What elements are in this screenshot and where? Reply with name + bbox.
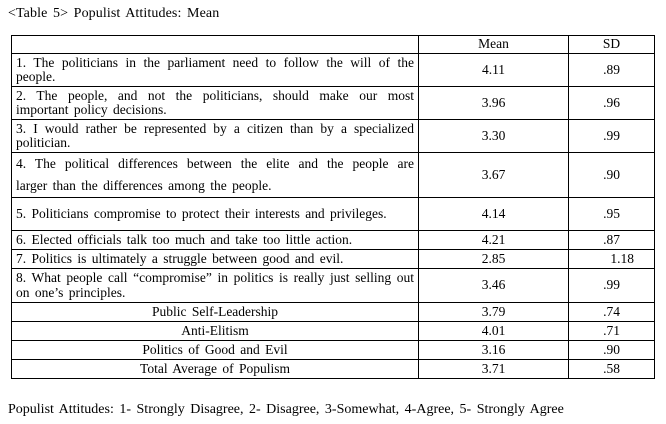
row-mean: 3.79	[419, 303, 569, 322]
row-label: 6. Elected officials talk too much and take too little action.	[12, 231, 419, 250]
row-mean: 3.67	[419, 153, 569, 198]
table-caption: <Table 5> Populist Attitudes: Mean	[8, 6, 220, 21]
table-row	[12, 120, 655, 153]
row-sd: .58	[569, 360, 655, 379]
row-sd: .95	[569, 198, 655, 231]
populist-attitudes-table	[11, 35, 655, 379]
row-mean: 4.11	[419, 54, 569, 87]
row-sd: .89	[569, 54, 655, 87]
row-label: 1. The politicians in the parliament need to follow the will of the people.	[12, 54, 419, 87]
row-mean: 3.16	[419, 341, 569, 360]
row-label: 8. What people call “compromise” in politics is really just selling out on one’s principles.	[12, 269, 419, 303]
row-label: 7. Politics is ultimately a struggle between good and evil.	[12, 250, 419, 269]
row-sd: .87	[569, 231, 655, 250]
table-row	[12, 269, 655, 303]
row-sd: .90	[569, 153, 655, 198]
scale-footnote: Populist Attitudes: 1- Strongly Disagree, 2- Disagree, 3-Somewhat, 4-Agree, 5- Strongly Agree	[8, 402, 564, 417]
row-mean: 2.85	[419, 250, 569, 269]
row-label: Politics of Good and Evil	[12, 341, 419, 360]
table-row	[12, 54, 655, 87]
table-row	[12, 341, 655, 360]
row-sd: .90	[569, 341, 655, 360]
row-sd: .99	[569, 269, 655, 303]
row-mean: 4.21	[419, 231, 569, 250]
row-sd: .71	[569, 322, 655, 341]
row-mean: 3.96	[419, 87, 569, 120]
table-row	[12, 360, 655, 379]
table-row	[12, 87, 655, 120]
table-row	[12, 322, 655, 341]
row-label: 3. I would rather be represented by a citizen than by a specialized politician.	[12, 120, 419, 153]
row-mean: 4.14	[419, 198, 569, 231]
row-label: 4. The political differences between the elite and the people are larger than the differences among the people.	[12, 153, 419, 198]
header-mean: Mean	[419, 36, 569, 54]
row-sd: .96	[569, 87, 655, 120]
table-row	[12, 303, 655, 322]
row-label: 2. The people, and not the politicians, should make our most important policy decisions.	[12, 87, 419, 120]
table-row	[12, 231, 655, 250]
header-item	[12, 36, 419, 54]
row-mean: 3.46	[419, 269, 569, 303]
table-row	[12, 153, 655, 198]
row-mean: 3.71	[419, 360, 569, 379]
row-sd: 1.18	[569, 250, 655, 269]
row-sd: .74	[569, 303, 655, 322]
row-mean: 3.30	[419, 120, 569, 153]
row-label: Public Self-Leadership	[12, 303, 419, 322]
row-sd: .99	[569, 120, 655, 153]
table-header-row	[12, 36, 655, 54]
row-label: Anti-Elitism	[12, 322, 419, 341]
row-mean: 4.01	[419, 322, 569, 341]
row-label: 5. Politicians compromise to protect their interests and privileges.	[12, 198, 419, 231]
row-label: Total Average of Populism	[12, 360, 419, 379]
table-row	[12, 198, 655, 231]
table-row	[12, 250, 655, 269]
header-sd: SD	[569, 36, 655, 54]
